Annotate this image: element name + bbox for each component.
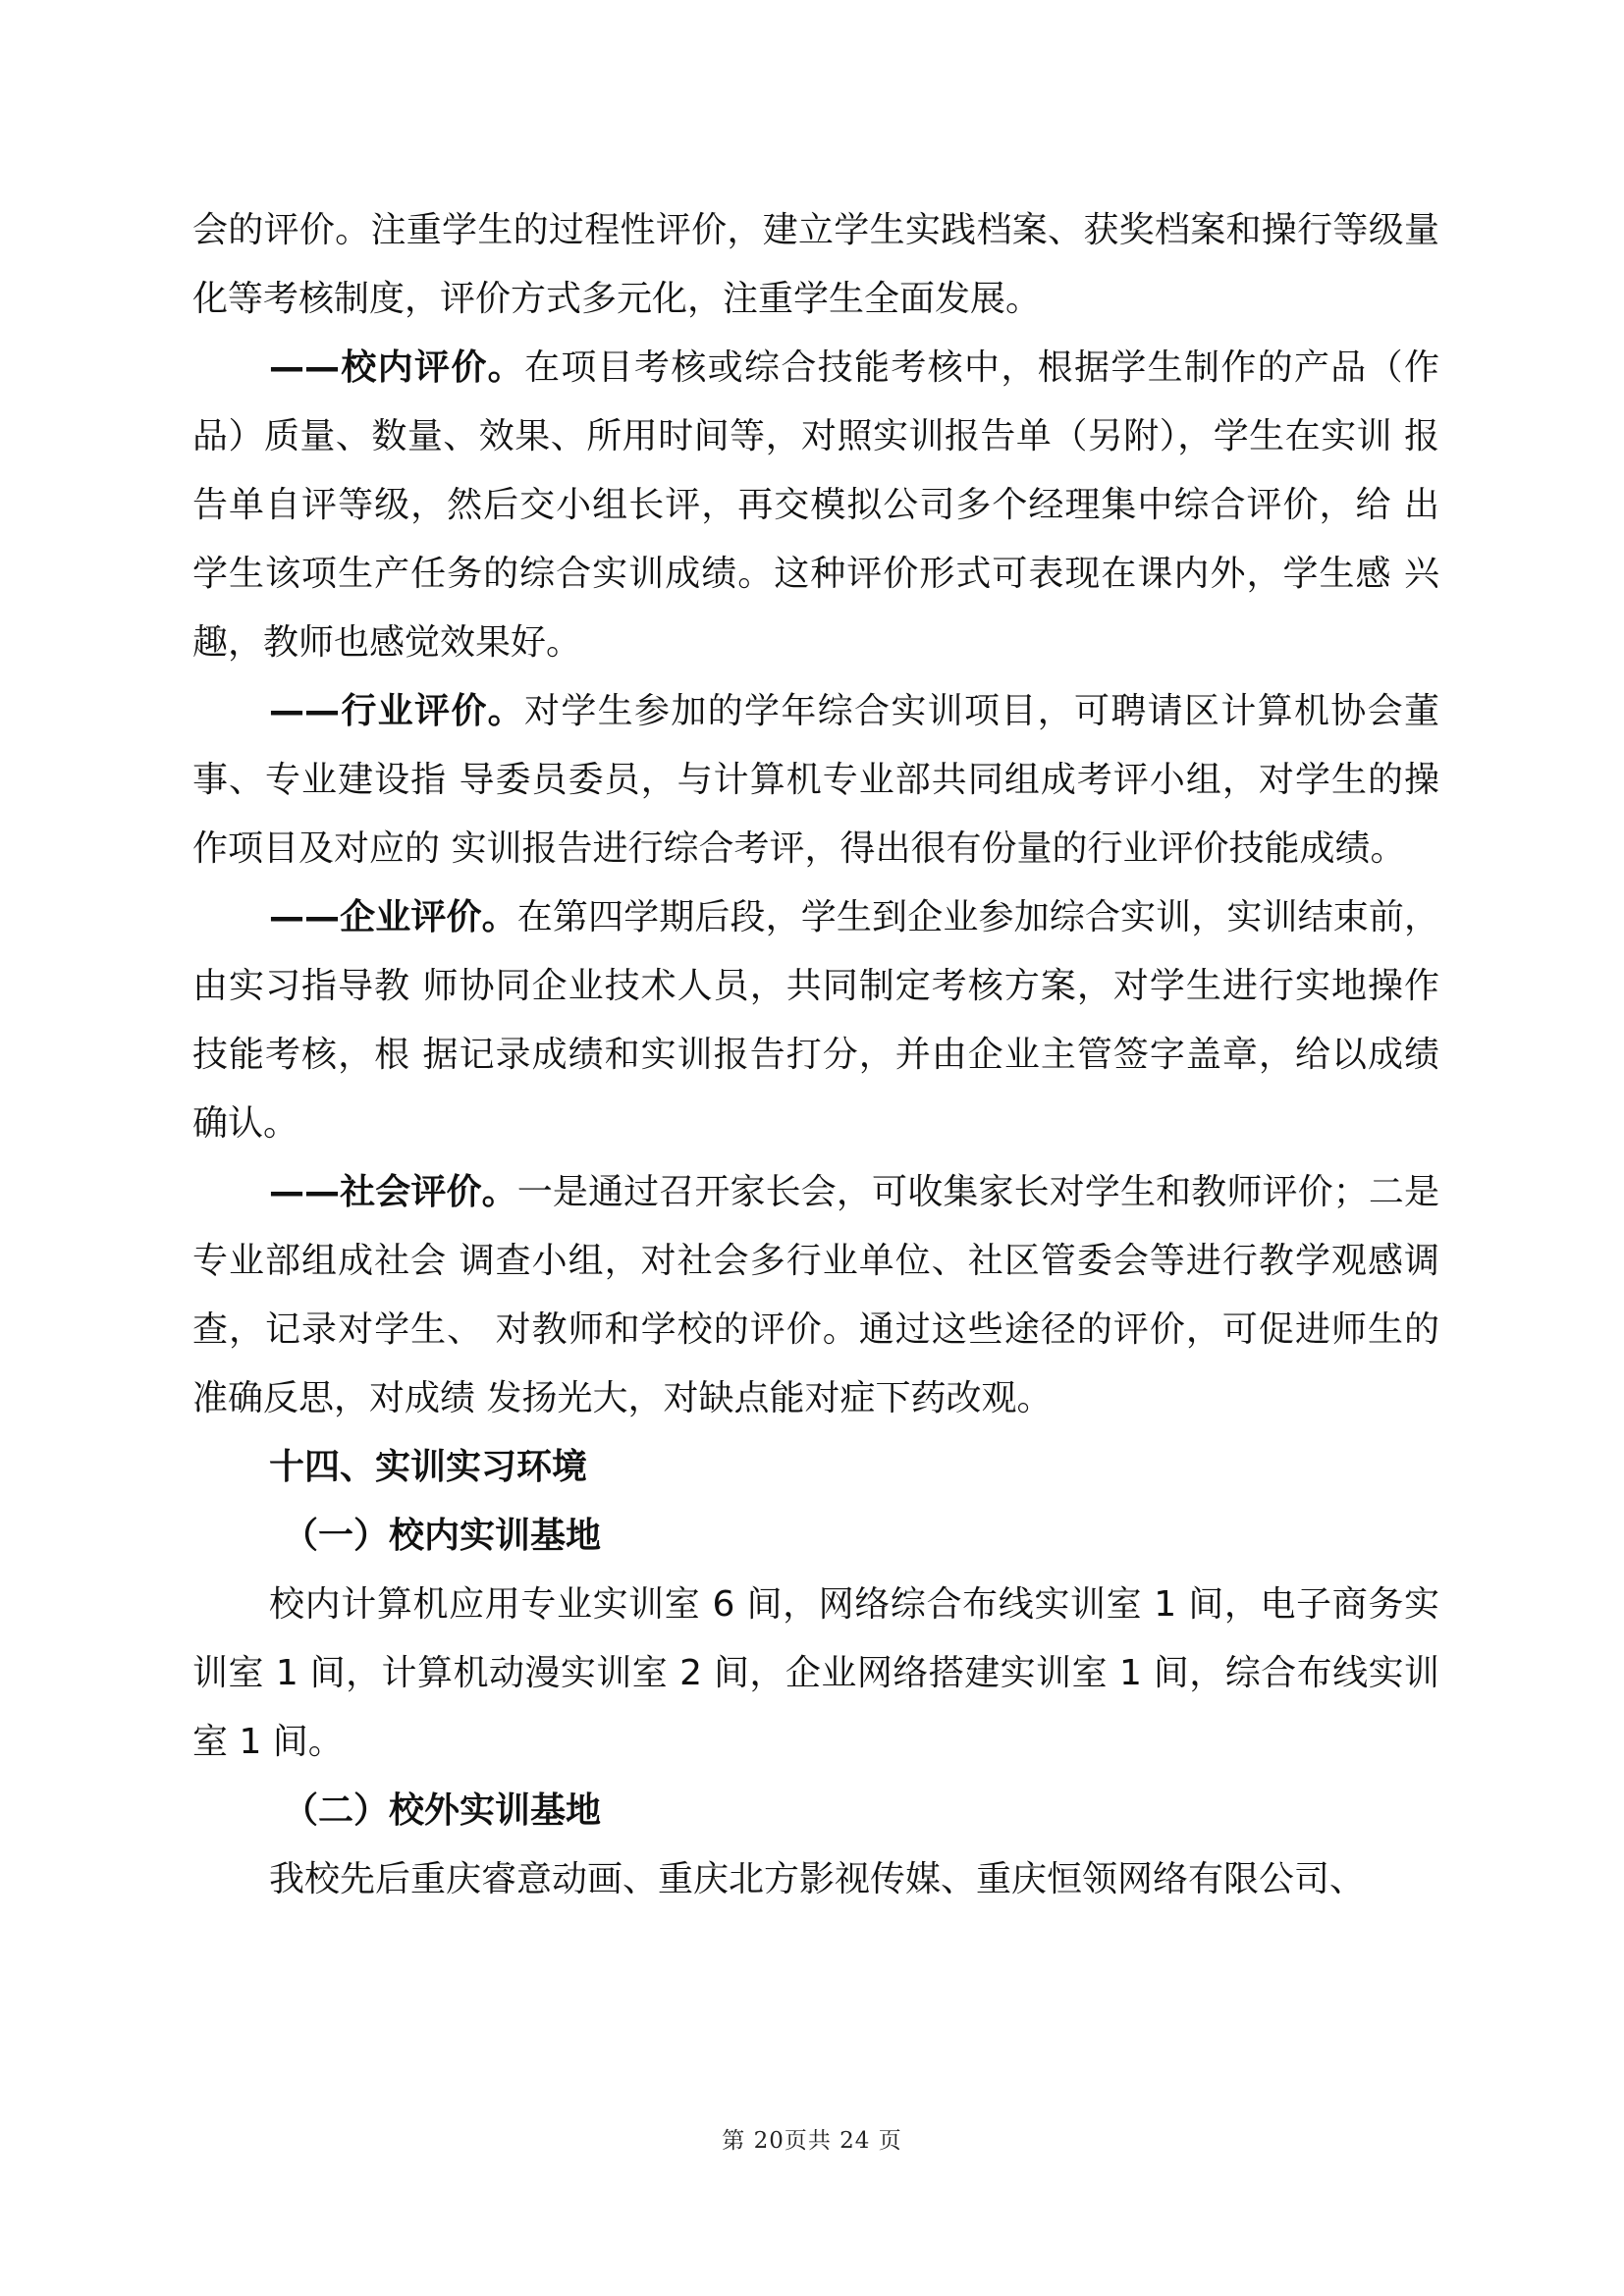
subsection-heading-on-campus: （一）校内实训基地 <box>283 1516 602 1556</box>
document-body <box>192 196 1439 1914</box>
paragraph-lead: ——社会评价。 <box>269 1172 517 1212</box>
paragraph-lead: ——企业评价。 <box>269 897 517 937</box>
paragraph-school-evaluation <box>192 334 1439 677</box>
paragraph-lead: ——校内评价。 <box>269 347 524 388</box>
paragraph-enterprise-evaluation <box>192 883 1439 1158</box>
paragraph-evaluation-intro <box>192 196 1439 334</box>
page-number-footer: 第 20页共 24 页 <box>722 2128 902 2154</box>
paragraph-text: 校内计算机应用专业实训室 6 间，网络综合布线实训室 1 间，电子商务实训室 1 间，计算机动漫实训室 2 间，企业网络搭建实训室 1 间，综合布线实训室 1 间。 <box>192 1584 1439 1762</box>
paragraph-industry-evaluation <box>192 677 1439 883</box>
paragraph-text: 对学生参加的学年综合实训项目，可聘请区计算机协会董事、专业建设指 导委员委员，与计算机专业部共同组成考评小组，对学生的操作项目及对应的 实训报告进行综合考评，得出很有份量的行业评价技能成绩。 <box>192 691 1439 869</box>
paragraph-text: 在第四学期后段，学生到企业参加综合实训，实训结束前，由实习指导教 师协同企业技术人员，共同制定考核方案，对学生进行实地操作技能考核，根 据记录成绩和实训报告打分，并由企业主管签字盖章，给以成绩确认。 <box>192 897 1439 1144</box>
paragraph-text: 一是通过召开家长会，可收集家长对学生和教师评价；二是专业部组成社会 调查小组，对社会多行业单位、社区管委会等进行教学观感调查，记录对学生、 对教师和学校的评价。通过这些途径的评价，可促进师生的准确反思，对成绩 发扬光大，对缺点能对症下药改观。 <box>192 1172 1439 1418</box>
paragraph-text: 在项目考核或综合技能考核中，根据学生制作的产品（作 品）质量、数量、效果、所用时间等，对照实训报告单（另附），学生在实训 报告单自评等级，然后交小组长评，再交模拟公司多个经理集中综合评价，给 出学生该项生产任务的综合实训成绩。这种评价形式可表现在课内外，学生感 兴趣，教师也感觉效果好。 <box>192 347 1439 663</box>
subsection-heading-off-campus: （二）校外实训基地 <box>283 1790 602 1831</box>
paragraph-on-campus-labs <box>192 1571 1439 1777</box>
paragraph-social-evaluation <box>192 1158 1439 1433</box>
paragraph-off-campus-partners <box>192 1845 1439 1914</box>
paragraph-text: 会的评价。注重学生的过程性评价，建立学生实践档案、获奖档案和操行等级量化等考核制度，评价方式多元化，注重学生全面发展。 <box>192 210 1439 319</box>
section-heading-training-environment: 十四、实训实习环境 <box>269 1447 588 1487</box>
paragraph-text: 我校先后重庆睿意动画、重庆北方影视传媒、重庆恒领网络有限公司、 <box>269 1859 1366 1899</box>
paragraph-lead: ——行业评价。 <box>269 691 524 731</box>
